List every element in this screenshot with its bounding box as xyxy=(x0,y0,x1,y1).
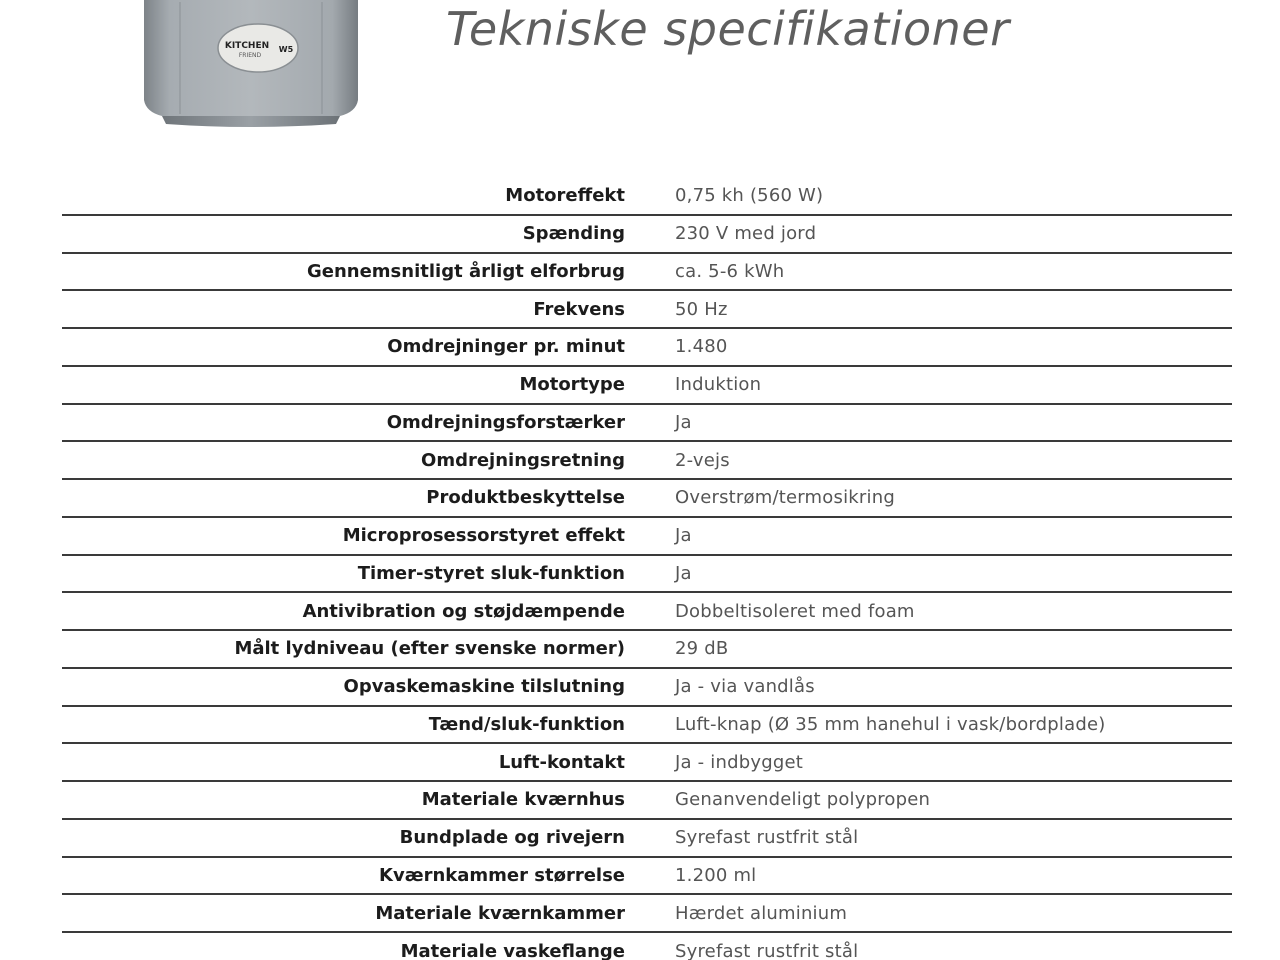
spec-label: Produktbeskyttelse xyxy=(62,479,625,517)
spec-row xyxy=(62,290,1232,328)
spec-gap xyxy=(625,366,675,404)
spec-value: Ja - via vandlås xyxy=(675,668,1232,706)
spec-table xyxy=(62,177,1232,960)
spec-label: Materiale kværnkammer xyxy=(62,894,625,932)
spec-value: Genanvendeligt polypropen xyxy=(675,781,1232,819)
spec-gap xyxy=(625,253,675,291)
spec-row xyxy=(62,404,1232,442)
spec-row xyxy=(62,215,1232,253)
spec-gap xyxy=(625,592,675,630)
spec-value: Ja xyxy=(675,404,1232,442)
spec-row xyxy=(62,177,1232,215)
spec-gap xyxy=(625,894,675,932)
spec-value: Ja xyxy=(675,555,1232,593)
spec-value: Ja xyxy=(675,517,1232,555)
spec-label: Kværnkammer størrelse xyxy=(62,857,625,895)
spec-row xyxy=(62,819,1232,857)
spec-label: Omdrejninger pr. minut xyxy=(62,328,625,366)
spec-value: Dobbeltisoleret med foam xyxy=(675,592,1232,630)
spec-gap xyxy=(625,517,675,555)
spec-value: 1.200 ml xyxy=(675,857,1232,895)
spec-gap xyxy=(625,177,675,215)
spec-gap xyxy=(625,857,675,895)
brand-line2: FRIEND xyxy=(238,52,262,59)
spec-value: Syrefast rustfrit stål xyxy=(675,940,859,960)
spec-gap xyxy=(625,215,675,253)
spec-label: Motortype xyxy=(62,366,625,404)
spec-label: Målt lydniveau (efter svenske normer) xyxy=(62,630,625,668)
spec-row xyxy=(62,517,1232,555)
spec-label: Bundplade og rivejern xyxy=(62,819,625,857)
spec-value: 29 dB xyxy=(675,630,1232,668)
spec-value: 1.480 xyxy=(675,328,1232,366)
spec-gap xyxy=(625,479,675,517)
spec-label: Gennemsnitligt årligt elforbrug xyxy=(62,253,625,291)
spec-label: Materiale kværnhus xyxy=(62,781,625,819)
spec-row xyxy=(62,253,1232,291)
spec-gap xyxy=(625,819,675,857)
spec-gap xyxy=(625,630,675,668)
spec-label: Antivibration og støjdæmpende xyxy=(62,592,625,630)
spec-label: Timer-styret sluk-funktion xyxy=(62,555,625,593)
spec-gap xyxy=(625,441,675,479)
spec-gap xyxy=(625,706,675,744)
spec-value: Induktion xyxy=(675,366,1232,404)
spec-label: Frekvens xyxy=(62,290,625,328)
spec-row xyxy=(62,894,1232,932)
spec-label: Omdrejningsforstærker xyxy=(62,404,625,442)
spec-row xyxy=(62,857,1232,895)
model-label: W5 xyxy=(278,45,294,54)
spec-value: Ja - indbygget xyxy=(675,743,1232,781)
spec-row xyxy=(62,932,1232,960)
spec-value: 0,75 kh (560 W) xyxy=(675,177,1232,215)
spec-row xyxy=(62,555,1232,593)
spec-row xyxy=(62,328,1232,366)
spec-gap xyxy=(625,743,675,781)
spec-label: Luft-kontakt xyxy=(62,743,625,781)
spec-label: Spænding xyxy=(62,215,625,253)
spec-gap xyxy=(625,932,675,960)
spec-value: 2-vejs xyxy=(675,441,1232,479)
spec-row xyxy=(62,630,1232,668)
page-title: Tekniske specifikationer xyxy=(446,2,1010,56)
spec-gap xyxy=(625,404,675,442)
spec-gap xyxy=(625,555,675,593)
brand-line1: KITCHEN xyxy=(224,41,270,51)
spec-row xyxy=(62,743,1232,781)
spec-value: Syrefast rustfrit stål xyxy=(675,819,1232,857)
spec-label: Omdrejningsretning xyxy=(62,441,625,479)
spec-value: 230 V med jord xyxy=(675,215,1232,253)
spec-row xyxy=(62,366,1232,404)
spec-gap xyxy=(625,781,675,819)
spec-gap xyxy=(625,290,675,328)
spec-row xyxy=(62,668,1232,706)
spec-label: Materiale vaskeflange xyxy=(400,940,625,960)
spec-label: Motoreffekt xyxy=(62,177,625,215)
spec-label: Opvaskemaskine tilslutning xyxy=(62,668,625,706)
spec-label: Tænd/sluk-funktion xyxy=(62,706,625,744)
spec-gap xyxy=(625,328,675,366)
spec-value: Luft-knap (Ø 35 mm hanehul i vask/bordplade) xyxy=(675,706,1232,744)
spec-value: ca. 5-6 kWh xyxy=(675,253,1232,291)
spec-value: Hærdet aluminium xyxy=(675,894,1232,932)
spec-row xyxy=(62,706,1232,744)
spec-value: Overstrøm/termosikring xyxy=(675,479,1232,517)
spec-row xyxy=(62,592,1232,630)
spec-gap xyxy=(625,668,675,706)
spec-label: Microprosessorstyret effekt xyxy=(62,517,625,555)
spec-row xyxy=(62,441,1232,479)
spec-value: 50 Hz xyxy=(675,290,1232,328)
spec-row xyxy=(62,781,1232,819)
spec-row xyxy=(62,479,1232,517)
product-image xyxy=(140,0,362,132)
